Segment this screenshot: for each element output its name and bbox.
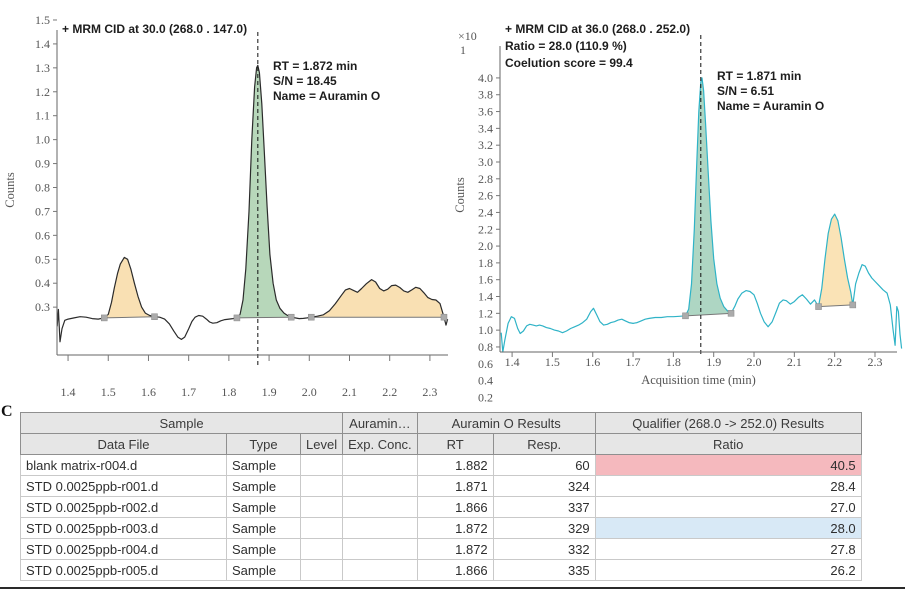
data-file-cell[interactable]: STD 0.0025ppb-r001.d (21, 476, 227, 497)
y-tick-label: 4.0 (478, 70, 493, 85)
data-file-cell[interactable]: STD 0.0025ppb-r003.d (21, 518, 227, 539)
ratio-cell[interactable]: 28.4 (595, 476, 861, 497)
y-axis-title: Counts (3, 172, 17, 208)
quantifier-chromatogram[interactable] (0, 0, 452, 408)
resp-cell[interactable]: 329 (493, 518, 595, 539)
y-tick-label: 0.3 (35, 300, 50, 315)
y-tick-label: 1.6 (478, 272, 493, 287)
x-tick-label: 1.5 (544, 355, 560, 369)
level-cell[interactable] (301, 476, 343, 497)
column-header-ratio[interactable]: Ratio (595, 434, 861, 455)
y-tick-label: 0.4 (478, 373, 493, 388)
resp-cell[interactable]: 332 (493, 539, 595, 560)
column-header-level[interactable]: Level (301, 434, 343, 455)
type-cell[interactable]: Sample (227, 497, 301, 518)
group-header-row (21, 413, 862, 434)
table-row[interactable] (21, 539, 862, 560)
integration-endpoint-marker[interactable] (234, 315, 240, 321)
group-header-sample[interactable]: Sample (21, 413, 343, 434)
group-header-auramin-o-results[interactable]: Auramin O Results (417, 413, 595, 434)
y-tick-label: 1.4 (35, 36, 50, 51)
x-tick-label: 1.7 (181, 385, 197, 399)
column-header-type[interactable]: Type (227, 434, 301, 455)
x-tick-label: 1.9 (706, 355, 722, 369)
y-tick-label: 3.6 (478, 104, 493, 119)
x-tick-label: 2.0 (301, 385, 317, 399)
y-tick-label: 0.5 (35, 252, 50, 267)
y-tick-label: 2.8 (478, 171, 493, 186)
y-tick-label: 2.6 (478, 188, 493, 203)
column-header-exp-conc[interactable]: Exp. Conc. (343, 434, 418, 455)
x-tick-label: 1.6 (140, 385, 156, 399)
resp-cell[interactable]: 60 (493, 455, 595, 476)
ratio-cell[interactable]: 27.0 (595, 497, 861, 518)
exp-conc-cell[interactable] (343, 497, 418, 518)
peak-annotation-line: Name = Auramin O (717, 99, 825, 113)
y-tick-label: 1.0 (478, 323, 493, 338)
y-tick-label: 0.6 (35, 228, 50, 243)
type-cell[interactable]: Sample (227, 518, 301, 539)
y-tick-label: 2.2 (478, 222, 493, 237)
data-file-cell[interactable]: STD 0.0025ppb-r005.d (21, 560, 227, 581)
integration-endpoint-marker[interactable] (101, 315, 107, 321)
x-tick-label: 1.8 (221, 385, 237, 399)
rt-cell[interactable]: 1.866 (417, 560, 493, 581)
y-tick-label: 1.2 (478, 306, 493, 321)
type-cell[interactable]: Sample (227, 476, 301, 497)
x-tick-label: 2.3 (422, 385, 438, 399)
x-axis-title: Acquisition time (min) (641, 373, 756, 387)
x-tick-label: 2.1 (341, 385, 357, 399)
ratio-cell[interactable]: 26.2 (595, 560, 861, 581)
y-tick-label: 2.4 (478, 205, 493, 220)
rt-cell[interactable]: 1.882 (417, 455, 493, 476)
resp-cell[interactable]: 335 (493, 560, 595, 581)
x-tick-label: 1.5 (100, 385, 116, 399)
exp-conc-cell[interactable] (343, 560, 418, 581)
resp-cell[interactable]: 337 (493, 497, 595, 518)
y-tick-label: 3.0 (478, 154, 493, 169)
level-cell[interactable] (301, 560, 343, 581)
integration-endpoint-marker[interactable] (308, 314, 314, 320)
y-tick-label: 1.3 (35, 60, 50, 75)
chart-header-line: + MRM CID at 36.0 (268.0 . 252.0) (505, 22, 691, 36)
x-tick-label: 2.0 (746, 355, 762, 369)
rt-cell[interactable]: 1.871 (417, 476, 493, 497)
y-axis-title: Counts (453, 177, 467, 213)
level-cell[interactable] (301, 518, 343, 539)
x-tick-label: 1.4 (60, 385, 76, 399)
rt-cell[interactable]: 1.872 (417, 539, 493, 560)
y-tick-label: 0.2 (478, 390, 493, 405)
level-cell[interactable] (301, 455, 343, 476)
type-cell[interactable]: Sample (227, 539, 301, 560)
group-header-auramin[interactable]: Auramin… (343, 413, 418, 434)
y-tick-label: 1.8 (478, 255, 493, 270)
peak-fill (819, 214, 853, 306)
type-cell[interactable]: Sample (227, 560, 301, 581)
x-tick-label: 2.2 (827, 355, 843, 369)
table-row[interactable] (21, 560, 862, 581)
column-header-row (21, 434, 862, 455)
x-tick-label: 2.3 (867, 355, 883, 369)
peak-annotation-line: S/N = 6.51 (717, 84, 775, 98)
y-tick-label: 1.2 (35, 84, 50, 99)
ratio-cell[interactable]: 28.0 (595, 518, 861, 539)
x-tick-label: 1.8 (665, 355, 681, 369)
integration-endpoint-marker[interactable] (682, 313, 688, 319)
x-tick-label: 1.4 (504, 355, 520, 369)
level-cell[interactable] (301, 497, 343, 518)
integration-endpoint-marker[interactable] (151, 314, 157, 320)
y-tick-label: 0.8 (478, 339, 493, 354)
y-tick-label: 3.2 (478, 138, 493, 153)
ratio-cell[interactable]: 40.5 (595, 455, 861, 476)
x-tick-label: 2.2 (382, 385, 398, 399)
group-header-qualifier-results[interactable]: Qualifier (268.0 -> 252.0) Results (595, 413, 861, 434)
peak-annotation-line: RT = 1.871 min (717, 69, 802, 83)
y-tick-label: 2.0 (478, 239, 493, 254)
integration-endpoint-marker[interactable] (850, 302, 856, 308)
level-cell[interactable] (301, 539, 343, 560)
rt-cell[interactable]: 1.872 (417, 518, 493, 539)
y-tick-label: 0.4 (35, 276, 50, 291)
column-header-data-file[interactable]: Data File (21, 434, 227, 455)
y-tick-label: 3.4 (478, 121, 493, 136)
table-row[interactable] (21, 455, 862, 476)
y-tick-label: 1.1 (35, 108, 50, 123)
peak-annotation-line: Name = Auramin O (273, 89, 381, 103)
data-file-cell[interactable]: blank matrix-r004.d (21, 455, 227, 476)
table-row[interactable] (21, 476, 862, 497)
qualifier-chromatogram[interactable] (452, 0, 905, 408)
y-tick-label: 0.8 (35, 180, 50, 195)
data-file-cell[interactable]: STD 0.0025ppb-r004.d (21, 539, 227, 560)
y-tick-label: 0.7 (35, 204, 50, 219)
exp-conc-cell[interactable] (343, 476, 418, 497)
column-header-resp[interactable]: Resp. (493, 434, 595, 455)
table-row[interactable] (21, 518, 862, 539)
y-tick-label: 1.4 (478, 289, 493, 304)
type-cell[interactable]: Sample (227, 455, 301, 476)
integration-endpoint-marker[interactable] (816, 304, 822, 310)
column-header-rt[interactable]: RT (417, 434, 493, 455)
figure-bottom-rule (0, 587, 905, 589)
exp-conc-cell[interactable] (343, 455, 418, 476)
y-scale-label: ×10 (458, 29, 477, 43)
y-tick-label: 1.5 (35, 12, 50, 27)
chart-header-line: Ratio = 28.0 (110.9 %) (505, 39, 627, 53)
data-file-cell[interactable]: STD 0.0025ppb-r002.d (21, 497, 227, 518)
chart-header-line: + MRM CID at 30.0 (268.0 . 147.0) (62, 22, 248, 36)
rt-cell[interactable]: 1.866 (417, 497, 493, 518)
integration-endpoint-marker[interactable] (441, 314, 447, 320)
chart-header-line: Coelution score = 99.4 (505, 56, 633, 70)
y-scale-exponent: 1 (460, 43, 466, 57)
peak-annotation-line: S/N = 18.45 (273, 74, 337, 88)
resp-cell[interactable]: 324 (493, 476, 595, 497)
x-tick-label: 2.1 (786, 355, 802, 369)
x-tick-label: 1.9 (261, 385, 277, 399)
peak-fill (685, 78, 731, 316)
y-tick-label: 1.0 (35, 132, 50, 147)
integration-endpoint-marker[interactable] (728, 310, 734, 316)
exp-conc-cell[interactable] (343, 539, 418, 560)
batch-results-table (20, 412, 862, 581)
y-tick-label: 0.6 (478, 356, 493, 371)
integration-endpoint-marker[interactable] (288, 314, 294, 320)
ratio-cell[interactable]: 27.8 (595, 539, 861, 560)
x-tick-label: 1.7 (625, 355, 641, 369)
x-tick-label: 1.6 (585, 355, 601, 369)
y-tick-label: 0.9 (35, 156, 50, 171)
exp-conc-cell[interactable] (343, 518, 418, 539)
table-row[interactable] (21, 497, 862, 518)
peak-annotation-line: RT = 1.872 min (273, 59, 358, 73)
y-tick-label: 3.8 (478, 87, 493, 102)
figure-label: C (1, 403, 13, 420)
